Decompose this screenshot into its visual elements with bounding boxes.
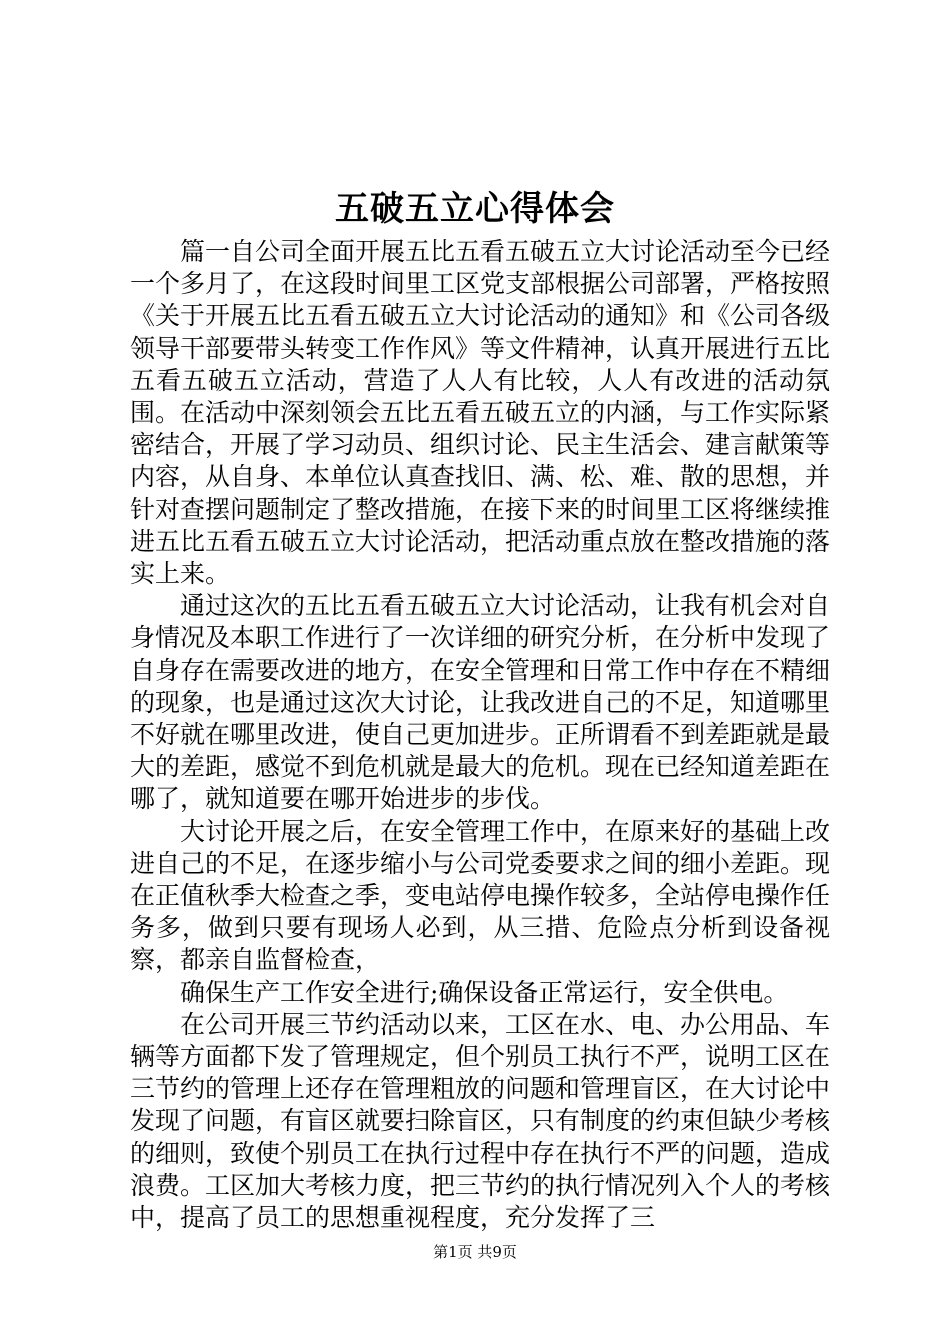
document-title: 五破五立心得体会 [335, 189, 615, 229]
paragraph-5: 在公司开展三节约活动以来，工区在水、电、办公用品、车辆等方面都下发了管理规定，但个别员工执行不严，说明工区在三节约的管理上还存在管理粗放的问题和管理盲区，在大讨论中发现了问题，有盲区就要扫除盲区，只有制度的约束但缺少考核的细则，致使个别员工在执行过程中存在执行不严的问题，造成浪费。工区加大考核力度，把三节约的执行情况列入个人的考核中，提高了员工的思想重视程度，充分发挥了三 [130, 1009, 831, 1233]
page-number-footer: 第1页 共9页 [433, 1243, 517, 1261]
paragraph-1: 篇一自公司全面开展五比五看五破五立大讨论活动至今已经一个多月了，在这段时间里工区党支部根据公司部署，严格按照《关于开展五比五看五破五立大讨论活动的通知》和《公司各级领导干部要带头转变工作作风》等文件精神，认真开展进行五比五看五破五立活动，营造了人人有比较，人人有改进的活动氛围。在活动中深刻领会五比五看五破五立的内涵，与工作实际紧密结合，开展了学习动员、组织讨论、民主生活会、建言献策等内容，从自身、本单位认真查找旧、满、松、难、散的思想，并针对查摆问题制定了整改措施，在接下来的时间里工区将继续推进五比五看五破五立大讨论活动，把活动重点放在整改措施的落实上来。 [130, 237, 831, 589]
document-body [130, 236, 830, 1234]
paragraph-4: 确保生产工作安全进行;确保设备正常运行，安全供电。 [180, 977, 789, 1007]
paragraph-2: 通过这次的五比五看五破五立大讨论活动，让我有机会对自身情况及本职工作进行了一次详细的研究分析，在分析中发现了自身存在需要改进的地方，在安全管理和日常工作中存在不精细的现象，也是通过这次大讨论，让我改进自己的不足，知道哪里不好就在哪里改进，使自己更加进步。正所谓看不到差距就是最大的差距，感觉不到危机就是最大的危机。现在已经知道差距在哪了，就知道要在哪开始进步的步伐。 [130, 591, 831, 814]
paragraph-3: 大讨论开展之后，在安全管理工作中，在原来好的基础上改进自己的不足，在逐步缩小与公司党委要求之间的细小差距。现在正值秋季大检查之季，变电站停电操作较多，全站停电操作任务多，做到只要有现场人必到，从三措、危险点分析到设备视察，都亲自监督检查， [130, 816, 831, 975]
